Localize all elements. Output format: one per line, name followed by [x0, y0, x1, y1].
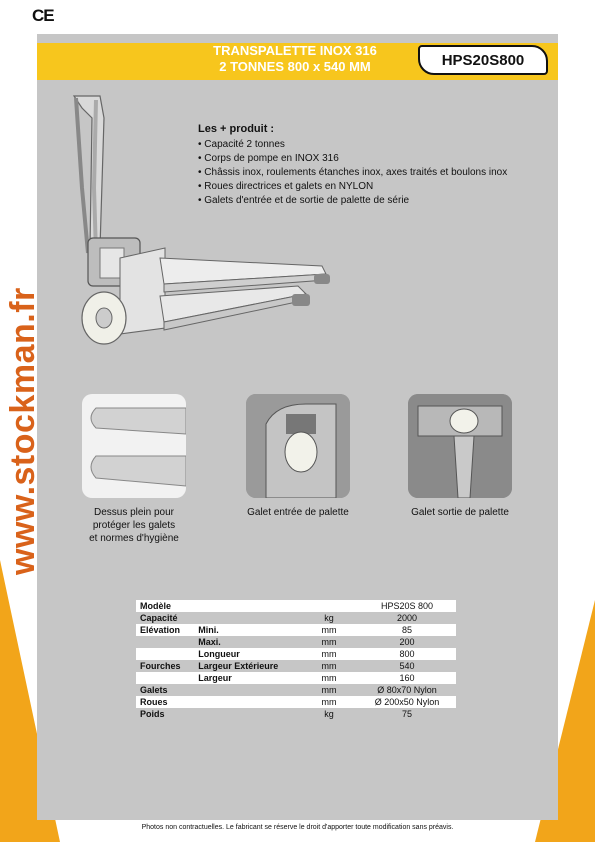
spec-cell: Elévation	[136, 624, 194, 636]
spec-row	[136, 624, 456, 636]
spec-cell: Fourches	[140, 661, 181, 671]
spec-cell: mm	[300, 624, 358, 636]
spec-cell: Largeur	[194, 672, 300, 684]
website-url: www.stockman.fr	[4, 287, 42, 575]
ce-mark: CE	[32, 6, 54, 25]
entry-roller-caption: Galet entrée de palette	[247, 507, 349, 518]
feature-item: • Roues directrices et galets en NYLON	[198, 180, 507, 194]
features-list	[198, 138, 507, 208]
spec-cell: HPS20S 800	[358, 600, 456, 612]
spec-cell: Capacité	[140, 613, 178, 623]
feature-item: • Corps de pompe en INOX 316	[198, 152, 507, 166]
spec-cell	[194, 600, 300, 612]
spec-cell: kg	[324, 613, 334, 623]
spec-cell: Ø 200x50 Nylon	[358, 696, 456, 708]
model-code-badge: HPS20S800	[418, 45, 548, 75]
spec-cell: mm	[300, 696, 358, 708]
spec-row	[136, 636, 456, 648]
features-title: Les + produit :	[198, 123, 275, 135]
spec-row	[136, 672, 456, 684]
spec-cell: Largeur Extérieure	[198, 661, 279, 671]
spec-cell	[194, 612, 300, 624]
spec-row	[136, 612, 456, 624]
specification-table	[136, 600, 456, 720]
feature-item: • Châssis inox, roulements étanches inox, axes traités et boulons inox	[198, 166, 507, 180]
spec-cell: Modèle	[136, 600, 194, 612]
title-line-1: TRANSPALETTE INOX 316	[213, 43, 377, 58]
product-features	[198, 122, 507, 208]
spec-cell	[300, 600, 358, 612]
spec-cell: Galets	[140, 685, 168, 695]
spec-cell	[136, 672, 194, 684]
exit-roller-photo	[408, 394, 512, 498]
spec-row	[136, 660, 456, 672]
feature-item: • Galets d'entrée et de sortie de palette de série	[198, 194, 507, 208]
spec-row	[136, 600, 456, 612]
spec-cell: mm	[321, 661, 337, 671]
caption-line: protéger les galets	[92, 520, 176, 531]
spec-cell	[194, 696, 300, 708]
spec-cell: 2000	[396, 613, 418, 623]
caption-line: Dessus plein pour	[93, 507, 175, 518]
disclaimer-footer: Photos non contractuelles. Le fabricant se réserve le droit d'apporter toute modification sans préavis.	[141, 824, 454, 831]
spec-cell: 160	[358, 672, 456, 684]
spec-cell: 800	[358, 648, 456, 660]
spec-cell: Longueur	[194, 648, 300, 660]
spec-cell: mm	[300, 672, 358, 684]
caption-line: et normes d'hygiène	[89, 533, 179, 544]
spec-cell: Poids	[140, 709, 165, 719]
product-title	[180, 43, 410, 75]
spec-cell: Mini.	[194, 624, 300, 636]
spec-cell: mm	[321, 685, 337, 695]
feature-item: • Capacité 2 tonnes	[198, 138, 507, 152]
spec-row	[136, 696, 456, 708]
spec-cell	[136, 648, 194, 660]
spec-row	[136, 684, 456, 696]
spec-row	[136, 648, 456, 660]
spec-cell: 540	[399, 661, 415, 671]
spec-cell: 200	[399, 637, 415, 647]
spec-cell: Ø 80x70 Nylon	[377, 685, 437, 695]
spec-cell: mm	[300, 648, 358, 660]
spec-cell: 85	[358, 624, 456, 636]
exit-roller-caption: Galet sortie de palette	[411, 507, 509, 518]
title-line-2: 2 TONNES 800 x 540 MM	[219, 59, 371, 74]
spec-cell	[194, 708, 300, 720]
spec-cell: kg	[324, 709, 334, 719]
spec-cell	[136, 636, 194, 648]
spec-row	[136, 708, 456, 720]
spec-cell: Roues	[136, 696, 194, 708]
spec-cell: 75	[401, 709, 412, 719]
spec-cell: mm	[321, 637, 337, 647]
spec-cell	[194, 684, 300, 696]
spec-cell: Maxi.	[198, 637, 221, 647]
forks-detail-photo	[82, 394, 186, 498]
forks-caption	[72, 506, 196, 545]
entry-roller-photo	[246, 394, 350, 498]
